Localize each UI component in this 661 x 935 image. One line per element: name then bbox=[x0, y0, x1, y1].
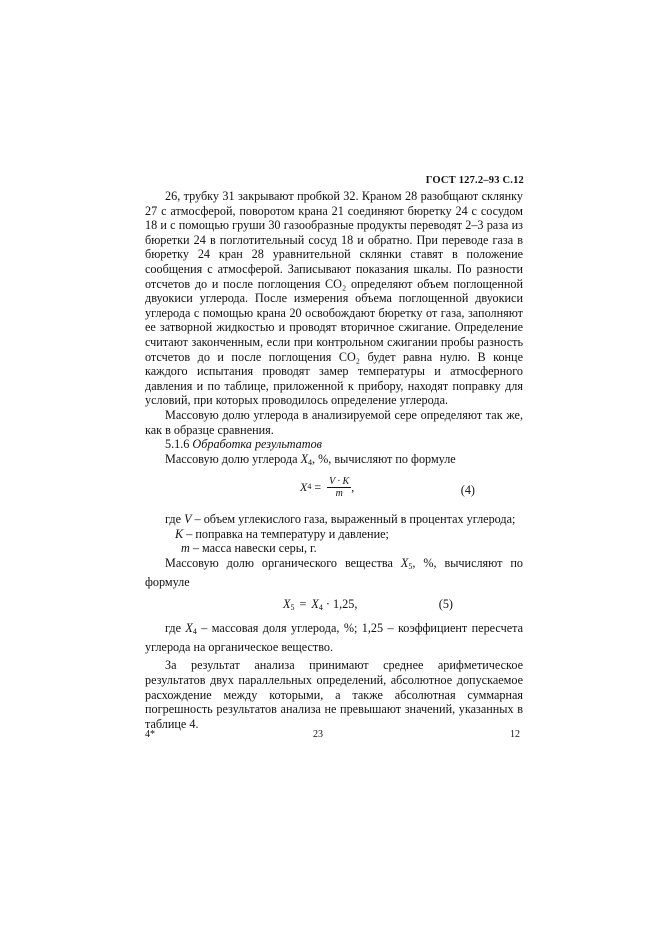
paragraph-procedure: 26, трубку 31 закрывают пробкой 32. Краном 28 разобщают склянку 27 с атмосферой, поворотом крана 21 соединяют бюретку 24 с сосудом 18 и с помощью груши 30 газообразные продукты переводят 2–3 раза из бюретки 24 в поглотительный сосуд 18 и обратно. При переводе газа в бюретку 24 кран 28 уравнительной склянки ставят в положение сообщения с атмосферой. Записывают показания шкалы. По разности отсчетов до и после поглощения CO₂ определяют объем поглощенной двуокиси углерода. После измерения объема поглощенной двуокиси углерода с помощью крана 20 освобождают бюретку от газа, заполняют ее затворной жидкостью и проводят вторичное сжигание. Определение считают законченным, если при контрольном сжигании пробы разность отсчетов до и после поглощения CO₂ будет равна нулю. В конце каждого испытания проводят замер температуры и атмосферного давления и по таблице, приложенной к прибору, находят поправку для условий, при которых проводилось определение углерода. bbox=[145, 189, 523, 408]
body-text bbox=[145, 189, 523, 731]
paragraph-organic-formula-intro: Массовую долю органического вещества $X_5$, %, вычисляют по формуле bbox=[145, 556, 524, 589]
formula-5-expression: $X_5 = X_4 \cdot 1,25$, bbox=[283, 597, 358, 613]
fraction: $\frac{V \cdot K}{m}$ bbox=[329, 476, 350, 500]
equation-number-5: (5) bbox=[438, 597, 453, 612]
footer-sheet-number: 23 bbox=[313, 729, 323, 740]
section-title: Обработка результатов bbox=[192, 437, 322, 452]
definition-m: m – масса навески серы, г. bbox=[181, 541, 317, 556]
paragraph-carbon-formula-intro: Массовую долю углерода $X_4$, %, вычисляют по формуле bbox=[165, 451, 456, 467]
equation-number-4: (4) bbox=[460, 483, 475, 498]
paragraph-sulfur-carbon: Массовую долю углерода в анализируемой сере определяют так же, как в образце сравнения. bbox=[145, 407, 523, 437]
section-heading bbox=[145, 437, 523, 452]
paragraph-result: За результат анализа принимают среднее арифметическое результатов двух параллельных определений, абсолютное допускаемое расхождение между которыми, а также абсолютная суммарная погрешность результатов анализа не превышают значений, указанных в таблице 4. bbox=[145, 658, 523, 731]
definition-k: K – поправка на температуру и давление; bbox=[175, 526, 389, 541]
section-number: 5.1.6 bbox=[165, 437, 190, 452]
where-v-definition: где V – объем углекислого газа, выраженный в процентах углерода; bbox=[165, 512, 516, 527]
variable-definitions bbox=[145, 527, 523, 556]
where-x4-definition: где $X_4$ – массовая доля углерода, %; 1,25 – коэффициент пересчета углерода на органическое вещество. bbox=[145, 621, 523, 654]
formula-5 bbox=[145, 589, 523, 621]
footer-signature-mark: 4* bbox=[145, 729, 155, 740]
footer-page-number: 12 bbox=[510, 729, 520, 740]
formula-4-expression: X 4 = $\frac{V \cdot K}{m}$ , bbox=[300, 476, 355, 500]
formula-4 bbox=[145, 470, 523, 512]
standard-header: ГОСТ 127.2–93 С.12 bbox=[425, 175, 524, 186]
